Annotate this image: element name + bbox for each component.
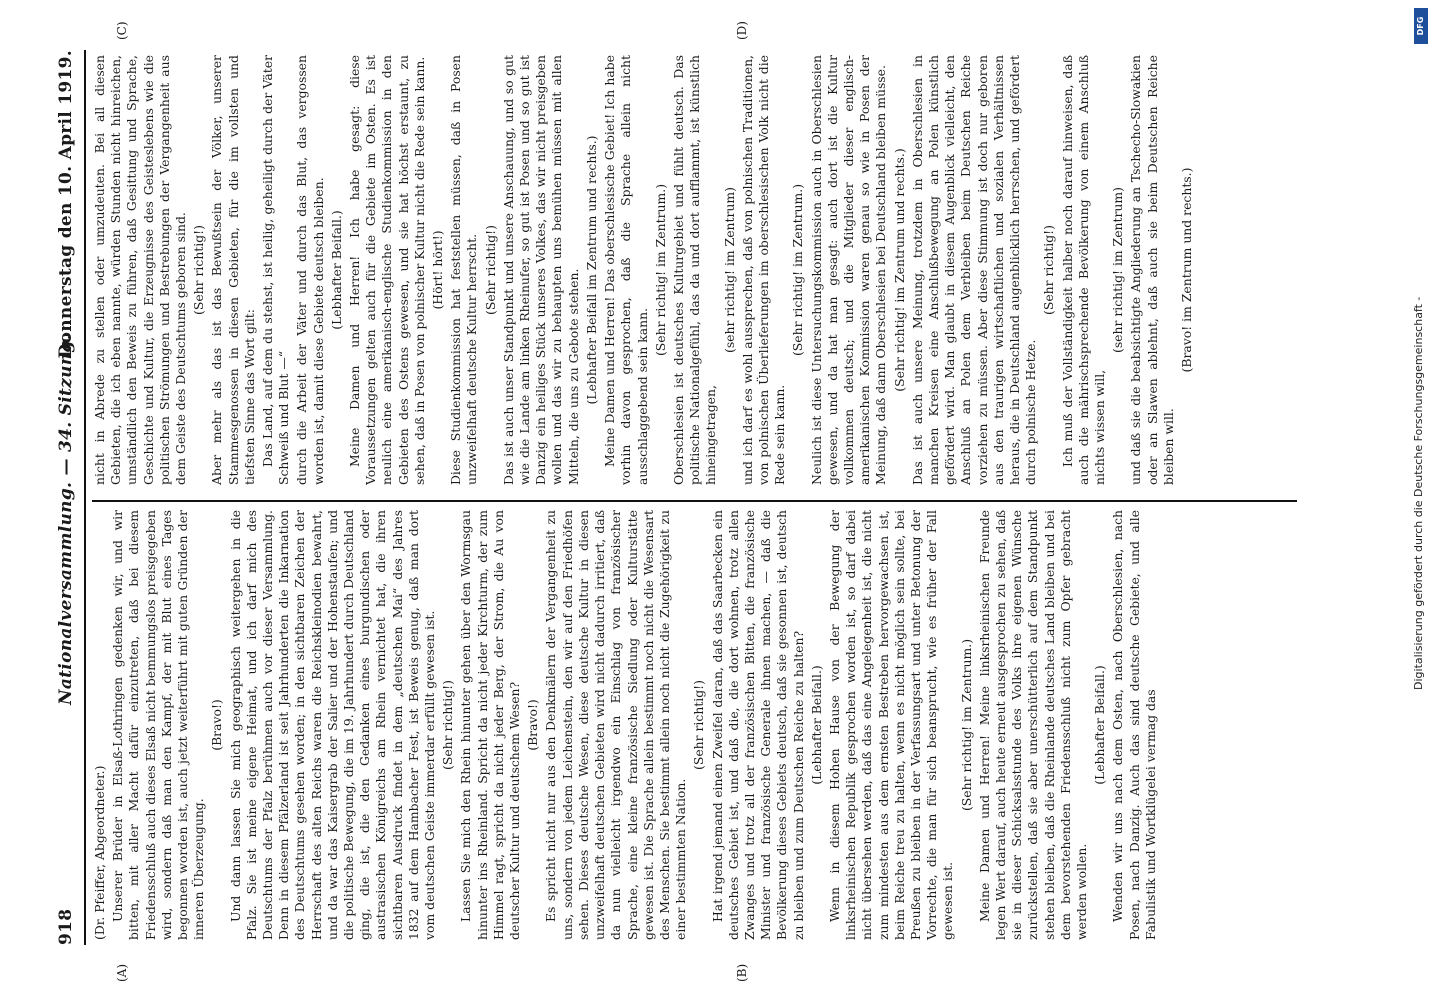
interjection: (Bravo!) [525, 699, 541, 751]
interjection: (sehr richtig! im Zentrum) [721, 187, 737, 354]
page-header [52, 50, 82, 945]
credit-text: Digitalisierung gefördert durch die Deutsche Forschungsgemeinschaft - [1412, 296, 1425, 690]
dfg-logo-text: DFG [1416, 16, 1425, 36]
interjection: (Lebhafter Beifall.) [1092, 665, 1108, 785]
interjection: (Lebhafter Beifall im Zentrum und rechts.) [583, 135, 599, 405]
left-column [92, 510, 1161, 940]
paragraph: Es spricht nicht nur aus den Denkmälern der Vergangenheit zu uns, sondern von jedem Leichenstein, den wir auf den Friedhöfen sehen. Dieses deutsche Wesen, diese deutsche Kultur in diesen unzweifelhaft deutschen Gebieten wird nicht dadurch irritiert, daß da nun vielleicht irgendwo ein Einschlag von französischer Sprache, eine kleine französische Siedlung oder Kulturstätte gewesen ist. Die Sprache allein bestimmt noch nicht die Wesensart des Menschen. Sie bestimmt allein noch nicht die Zugehörigkeit zu einer bestimmten Nation. [543, 510, 689, 940]
session-title: Nationalversammlung. — 34. Sitzung. [56, 334, 76, 705]
paragraph: Wenn in diesem Hohen Hause von der Bewegung der linksrheinischen Republik gesprochen worden ist, so darf dabei nicht übersehen werden, daß das eine Angelegenheit ist, die nicht zum mindesten aus dem ernsten Bestreben hervorgewachsen ist, beim Reiche treu zu halten, wenn es nicht möglich sein sollte, bei Preußen zu bleiben in der Verfassungsart und unter Betonung der Vorrechte, die man für sich beansprucht, wie es früher der Fall gewesen ist. [826, 510, 956, 940]
interjection: (Lebhafter Beifall.) [808, 665, 824, 785]
interjection: (Sehr richtig! im Zentrum.) [790, 183, 806, 357]
margin-mark-a: (A) [115, 963, 129, 982]
paragraph: Das ist auch unsere Meinung, trotzdem in Oberschlesien in manchen Kreisen eine Anschlußbewegung an Polen künstlich gefördert wird. Man glaubt in diesem Augenblick vielleicht, den Anschluß an Polen dem Verbleiben beim Deutschen Reiche vorziehen zu müssen. Aber diese Stimmung ist doch nur geboren aus den traurigen wirtschaftlichen und sozialen Verhältnissen heraus, die in Deutschland augenblicklich herrschen, und gefördert durch polnische Hetze. [909, 55, 1039, 485]
paragraph: Wenden wir uns nach dem Osten, nach Oberschlesien, nach Posen, nach Danzig. Auch das sind deutsche Gebiete, und alle Fabulistik und Wortklügelei vermag das [1110, 510, 1158, 940]
paragraph: Oberschlesien ist deutsches Kulturgebiet und fühlt deutsch. Das politische Nationalgefühl, das da und dort aufflammt, ist künstlich hineingetragen, [670, 55, 719, 485]
paragraph: (Dr. Pfeiffer, Abgeordneter.) [92, 765, 107, 940]
paragraph: Diese Studienkommission hat feststellen müssen, daß in Posen unzweifelhaft deutsche Kultur herrscht. [448, 55, 480, 485]
interjection: (Lebhafter Beifall.) [328, 210, 344, 330]
paragraph: Das Land, auf dem du stehst, ist heilig, geheiligt durch der Väter Schweiß und Blut —“ [260, 55, 292, 485]
header-rule [84, 50, 86, 945]
interjection: (Sehr richtig! im Zentrum und rechts.) [891, 148, 907, 392]
interjection: (Sehr richtig!) [440, 680, 456, 770]
paragraph: Meine Damen und Herren! Ich habe gesagt: diese Voraussetzungen gelten auch für die Gebiete im Osten. Es ist neulich eine amerikanisch-englische Studienkommission in den Gebieten des Ostens gewesen, und sie hat höchst erstaunt, zu sehen, daß in Posen von polnischer Kultur nicht die Rede sein kann. [347, 55, 427, 485]
paragraph: Und dann lassen Sie mich geographisch weitergehen in die Pfalz. Sie ist meine eigene Heimat, und ich darf mich des Deutschtums der Pfalz berühmen auch vor dieser Versammlung. Denn in diesem Pfälzerland ist seit Jahrhunderten die Inkarnation des Deutschtums gesehen worden; in den sichtbaren Zeichen der Herrschaft des alten Reichs waren die Reichskleinodien bewahrt, und da war das Kaisergrab der Salier und der Hohenstaufen; und die politische Bewegung, die im 19. Jahrhundert durch Deutschland ging, die ist, die den Gedanken eines burgundischen oder austrasischen Königreichs am Rhein vernichtet hat, die ihren sichtbaren Ausdruck findet in dem „deutschen Mai“ des Jahres 1832 auf dem Hambacher Fest, ist Beweis genug, daß man dort vom deutschen Geiste immerdar erfüllt gewesen ist. [227, 510, 438, 940]
interjection: (Hört! hört!) [430, 230, 446, 310]
paragraph: Unserer Brüder in Elsaß-Lothringen gedenken wir, und wir bitten, mit aller Macht dafür einzutreten, daß bei diesem Friedensschluß auch dieses Elsaß nicht bemmungslos preisgegeben wird, sondern daß man den Kampf, der mit Blut eines Tages begonnen worden ist, auch jetzt weiterführt mit guten Gründen der inneren Überzeugung. [110, 510, 207, 940]
interjection: (sehr richtig! im Zentrum) [1110, 187, 1126, 354]
margin-mark-c: (C) [115, 21, 129, 40]
paragraph: Meine Damen und Herren! Das oberschlesische Gebiet! Ich habe vorhin davon gesprochen, daß die Sprache allein nicht ausschlaggebend sein kann. [602, 55, 650, 485]
interjection: (Sehr richtig!) [691, 680, 707, 770]
interjection: (Sehr richtig!) [1041, 225, 1057, 315]
digitization-credit [1409, 0, 1431, 1000]
session-date: Donnerstag den 10. April 1919. [56, 50, 76, 359]
column-divider [92, 500, 1297, 502]
paragraph: Lassen Sie mich den Rhein hinunter gehen über den Wormsgau hinunter ins Rheinland. Spricht da nicht jeder Kirchturm, der zum Himmel ragt, spricht da nicht jeder Berg, der Strom, die Au von deutscher Kultur und deutschem Wesen? [458, 510, 523, 940]
paragraph: Meine Damen und Herren! Meine linksrheinischen Freunde legen Wert darauf, auch heute erneut ausgesprochen zu sehen, daß sie in dieser Schicksalsstunde des Volks ihre eigenen Wünsche zurückstellen, daß sie aber unerschütterlich auf dem Standpunkt stehen bleiben, daß die Rheinlande deutsches Land bleiben und bei dem bevorstehenden Friedensschluß nicht zum Opfer gebracht werden wollen. [976, 510, 1089, 940]
interjection: (Bravo!) [209, 699, 225, 751]
interjection: (Bravo! im Zentrum und rechts.) [1179, 167, 1194, 373]
right-column [92, 55, 1197, 485]
interjection: (Sehr richtig! im Zentrum.) [958, 638, 974, 812]
paragraph: Aber mehr als das ist das Bewußtsein der Völker, unserer Stammesgenossen in diesen Gebieten, für die im vollsten und tiefsten Sinne das Wort gilt: [209, 55, 257, 485]
margin-mark-d: (D) [735, 21, 749, 40]
paragraph: Hat irgend jemand einen Zweifel daran, daß das Saarbecken ein deutsches Gebiet ist, und daß die, die dort wohnen, trotz allen Zwanges und trotz all der französischen Bitten, die französische Minister und französische Generale ihnen machen, — daß die Bevölkerung dieses Gebiets deutsch, daß sie gesonnen ist, deutsch zu bleiben und zum Deutschen Reiche zu halten? [709, 510, 806, 940]
interjection: (Sehr richtig! im Zentrum.) [652, 183, 668, 357]
paragraph: Das ist auch unser Standpunkt und unsere Anschauung, und so gut wie die Lande am linken Rheinufer, so gut ist Posen und so gut ist Danzig ein heiliges Stück unseres Volkes, das wir nicht preisgeben wollen und das wir zu behaupten uns bemühen müssen mit allen Mitteln, die uns zu Gebote stehen. [500, 55, 581, 485]
paragraph: und daß sie die beabsichtigte Angliederung an Tschecho-Slowakien oder an Slawen ablehnt, daß auch sie beim Deutschen Reiche bleiben will. [1128, 55, 1176, 485]
interjection: (Sehr richtig!) [191, 225, 207, 315]
interjection: (Sehr richtig!) [482, 225, 498, 315]
paragraph: Ich muß der Vollständigkeit halber noch darauf hinweisen, daß auch die mährischsprechende Bevölkerung von einem Anschluß nichts wissen will, [1059, 55, 1107, 485]
page-number: 918 [56, 908, 76, 945]
dfg-logo [1414, 8, 1428, 44]
paragraph: nicht in Abrede zu stellen oder umzudeuten. Bei all diesen Gebieten, die ich eben nannte, würden Stunden nicht hinreichen, umständlich den Beweis zu führen, daß Gesittung und Sprache, Geschichte und Kultur, die Erzeugnisse des Geisteslebens wie die politischen Strömungen und Bestrebungen der Vergangenheit aus dem Geiste des Deutschtums geboren sind. [92, 55, 189, 485]
paragraph: durch die Arbeit der Väter und durch das Blut, das vergossen worden ist, damit diese Gebiete deutsch bleiben. [294, 55, 326, 485]
paragraph: und ich darf es wohl aussprechen, daß von polnischen Traditionen, von polnischen Überlieferungen im oberschlesischen Volk nicht die Rede sein kann. [739, 55, 788, 485]
margin-mark-b: (B) [735, 963, 749, 982]
paragraph: Neulich ist diese Untersuchungskommission auch in Oberschlesien gewesen, und da hat man gesagt: auch dort ist die Kultur vollkommen deutsch; und die Mitglieder dieser englisch-amerikanischen Kommission waren genau so wie in Posen der Meinung, daß dann Oberschlesien bei Deutschland bleiben müsse. [808, 55, 889, 485]
